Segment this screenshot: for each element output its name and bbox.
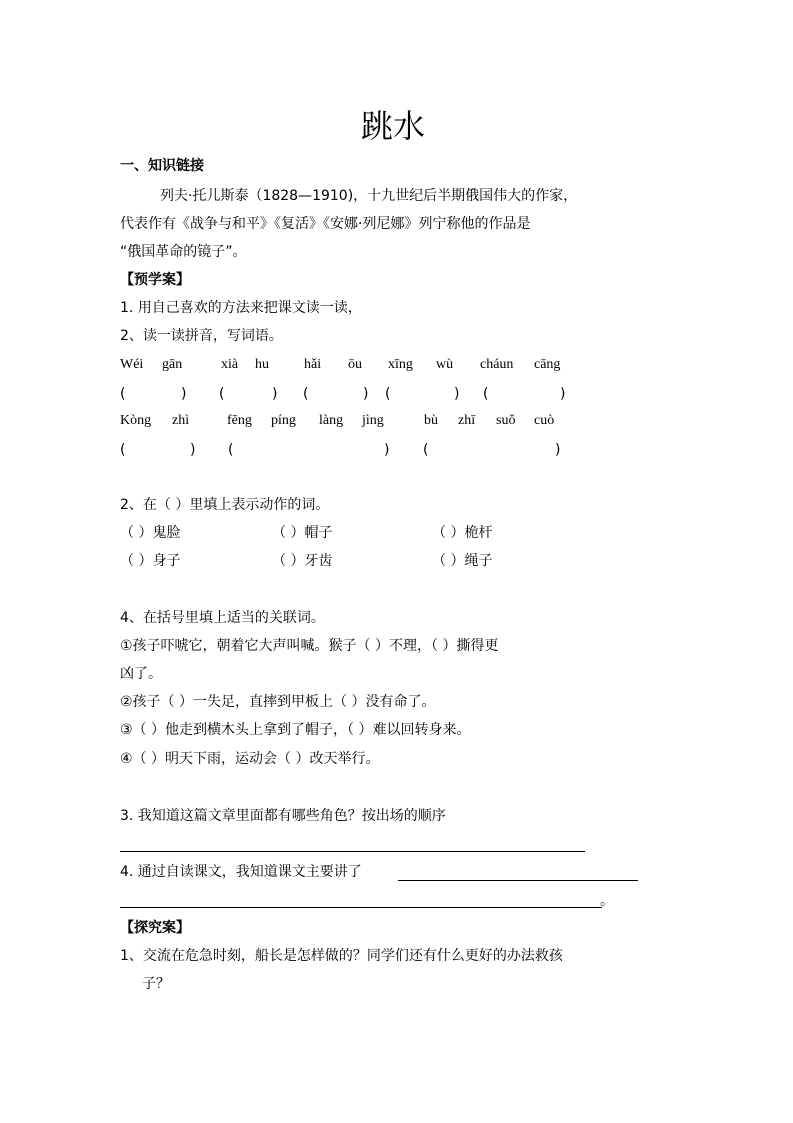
answer-bracket-close: ) [181, 386, 187, 402]
answer-bracket-close: ) [363, 386, 369, 402]
pinyin-syllable: Kòng [120, 413, 152, 428]
verb-fill-item: （ ）绳子 [432, 553, 493, 569]
answer-bracket-close: ) [555, 442, 561, 458]
pinyin-syllable: xīng [388, 357, 413, 372]
section-heading-preview: 【预学案】 [120, 272, 190, 288]
explore-question-line-2: 子？ [142, 976, 170, 992]
answer-bracket-close: ) [190, 442, 196, 458]
pinyin-syllable: hu [255, 357, 269, 372]
pinyin-syllable: suǒ [496, 413, 516, 428]
answer-bracket-close: ) [272, 386, 278, 402]
pinyin-syllable: Wéi [120, 357, 144, 372]
answer-bracket-open: ( [303, 386, 309, 402]
verb-fill-item: （ ）帽子 [272, 525, 333, 541]
pinyin-syllable: gān [162, 357, 183, 372]
pinyin-syllable: jìng [362, 413, 384, 428]
intro-paragraph-line-3: “俄国革命的镜子”。 [120, 244, 247, 260]
answer-bracket-close: ) [560, 386, 566, 402]
intro-paragraph-line-2: 代表作有《战争与和平》《复活》《安娜·列尼娜》列宁称他的作品是 [120, 216, 531, 232]
pinyin-syllable: ōu [348, 357, 362, 372]
section-heading-explore: 【探究案】 [120, 920, 190, 936]
answer-bracket-close: ) [384, 442, 390, 458]
question-pinyin: 2、读一读拼音，写词语。 [120, 328, 283, 344]
pinyin-syllable: bù [424, 413, 438, 428]
answer-bracket-open: ( [483, 386, 489, 402]
pinyin-syllable: cāng [534, 357, 561, 372]
pinyin-syllable: zhì [172, 413, 190, 428]
answer-bracket-open: ( [120, 442, 126, 458]
question-fill-verbs: 2、在（ ）里填上表示动作的词。 [120, 497, 330, 513]
intro-paragraph-line-1: 列夫·托儿斯泰（1828—1910)，十九世纪后半期俄国伟大的作家， [160, 188, 578, 204]
answer-line [398, 880, 638, 881]
question-fill-conjunctions: 4、在括号里填上适当的关联词。 [120, 610, 325, 626]
verb-fill-item: （ ）鬼脸 [120, 525, 181, 541]
pinyin-syllable: hǎi [304, 357, 322, 372]
answer-bracket-open: ( [219, 386, 225, 402]
conjunction-sentence-2: ②孩子（ ）一失足，直摔到甲板上（ ）没有命了。 [120, 694, 436, 710]
question-read-aloud: 1. 用自己喜欢的方法来把课文读一读， [120, 300, 362, 316]
section-heading-knowledge: 一、知识链接 [120, 158, 204, 174]
pinyin-syllable: cuò [534, 413, 555, 428]
conjunction-sentence-1-cont: 凶了。 [120, 666, 162, 682]
answer-bracket-open: ( [385, 386, 391, 402]
pinyin-syllable: cháun [480, 357, 514, 372]
answer-bracket-open: ( [228, 442, 234, 458]
answer-end-period: 。 [600, 893, 614, 909]
question-characters: 3. 我知道这篇文章里面都有哪些角色？按出场的顺序 [120, 808, 446, 824]
pinyin-syllable: fēng [227, 413, 252, 428]
answer-bracket-open: ( [423, 442, 429, 458]
verb-fill-item: （ ）身子 [120, 553, 181, 569]
explore-question-line-1: 1、交流在危急时刻，船长是怎样做的？同学们还有什么更好的办法救孩 [120, 948, 563, 964]
verb-fill-item: （ ）牙齿 [272, 553, 333, 569]
answer-bracket-open: ( [120, 386, 126, 402]
conjunction-sentence-1: ①孩子吓唬它，朝着它大声叫喊。猴子（ ）不理，（ ）撕得更 [120, 638, 499, 654]
answer-bracket-close: ) [454, 386, 460, 402]
conjunction-sentence-4: ④（ ）明天下雨，运动会（ ）改天举行。 [120, 751, 380, 767]
page-title: 跳水 [361, 107, 426, 145]
pinyin-syllable: píng [271, 413, 296, 428]
answer-line [120, 907, 602, 908]
answer-line [120, 851, 585, 852]
pinyin-syllable: xià [221, 357, 239, 372]
verb-fill-item: （ ）桅杆 [432, 525, 493, 541]
conjunction-sentence-3: ③（ ）他走到横木头上拿到了帽子，（ ）难以回转身来。 [120, 722, 471, 738]
question-summary: 4. 通过自读课文，我知道课文主要讲了 [120, 864, 362, 880]
pinyin-syllable: wù [436, 357, 454, 372]
pinyin-syllable: làng [319, 413, 344, 428]
pinyin-syllable: zhī [458, 413, 476, 428]
